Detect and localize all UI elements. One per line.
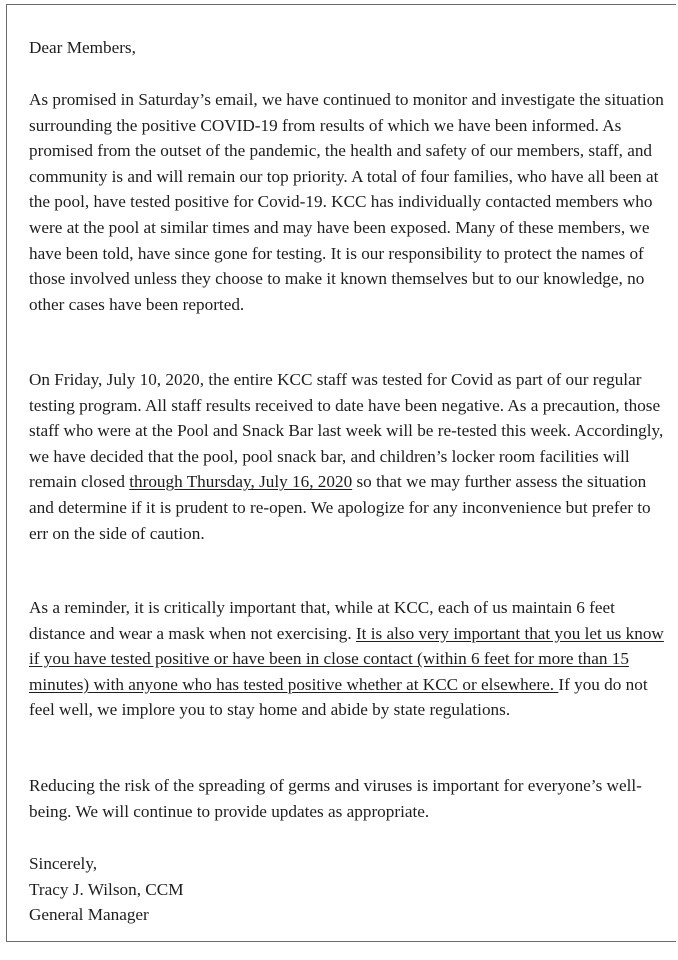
reporting-request: It is also very important that you let us know if you have tested positive or have been in close contact (within 6 feet for more than 15 minutes) with anyone who has tested positive whether at KCC or elsewhere. (29, 623, 664, 694)
paragraph-update: As promised in Saturday’s email, we have continued to monitor and investigate the situation surrounding the positive COVID-19 from results of which we have been informed. As promised from the outset of the pandemic, the health and safety of our members, staff, and community is and will remain our top priority. A total of four families, who have all been at the pool, have tested positive for Covid-19. KCC has individually contacted members who were at the pool at similar times and may have been exposed. Many of these members, we have been told, have since gone for testing. It is our responsibility to protect the names of those involved unless they choose to make it known themselves but to our knowledge, no other cases have been reported. (29, 90, 664, 314)
paragraph-reminder (29, 595, 669, 723)
signer-name: Tracy J. Wilson, CCM (29, 879, 184, 899)
closure-date: through Thursday, July 16, 2020 (129, 472, 353, 492)
signature-block (29, 851, 184, 928)
paragraph-staff-testing-text: On Friday, July 10, 2020, the entire KCC staff was tested for Covid as part of our regular testing program. All staff results received to date have been negative. As a precaution, those staff who were at the Pool and Snack Bar last week will be re-tested this week. Accordingly, we have decided that the pool, pool snack bar, and children’s locker room facilities will remain closed (29, 370, 664, 492)
paragraph-reminder-text: As a reminder, it is critically important that, while at KCC, each of us maintain 6 feet distance and wear a mask when not exercising. (29, 598, 615, 643)
greeting: Dear Members, (29, 38, 136, 57)
signer-title: General Manager (29, 905, 149, 925)
paragraph-staff-testing (29, 367, 669, 546)
paragraph-reminder-text-end: If you do not feel well, we implore you to stay home and abide by state regulations. (29, 674, 648, 720)
paragraph-staff-testing-text-end: so that we may further assess the situation and determine if it is prudent to re-open. We apologize for any inconvenience but prefer to err on the side of caution. (29, 472, 651, 543)
closing-salutation: Sincerely, (29, 854, 98, 873)
paragraph-closing-note: Reducing the risk of the spreading of germs and viruses is important for everyone’s well-being. We will continue to provide updates as appropriate. (29, 776, 642, 821)
letter-page (6, 4, 676, 942)
